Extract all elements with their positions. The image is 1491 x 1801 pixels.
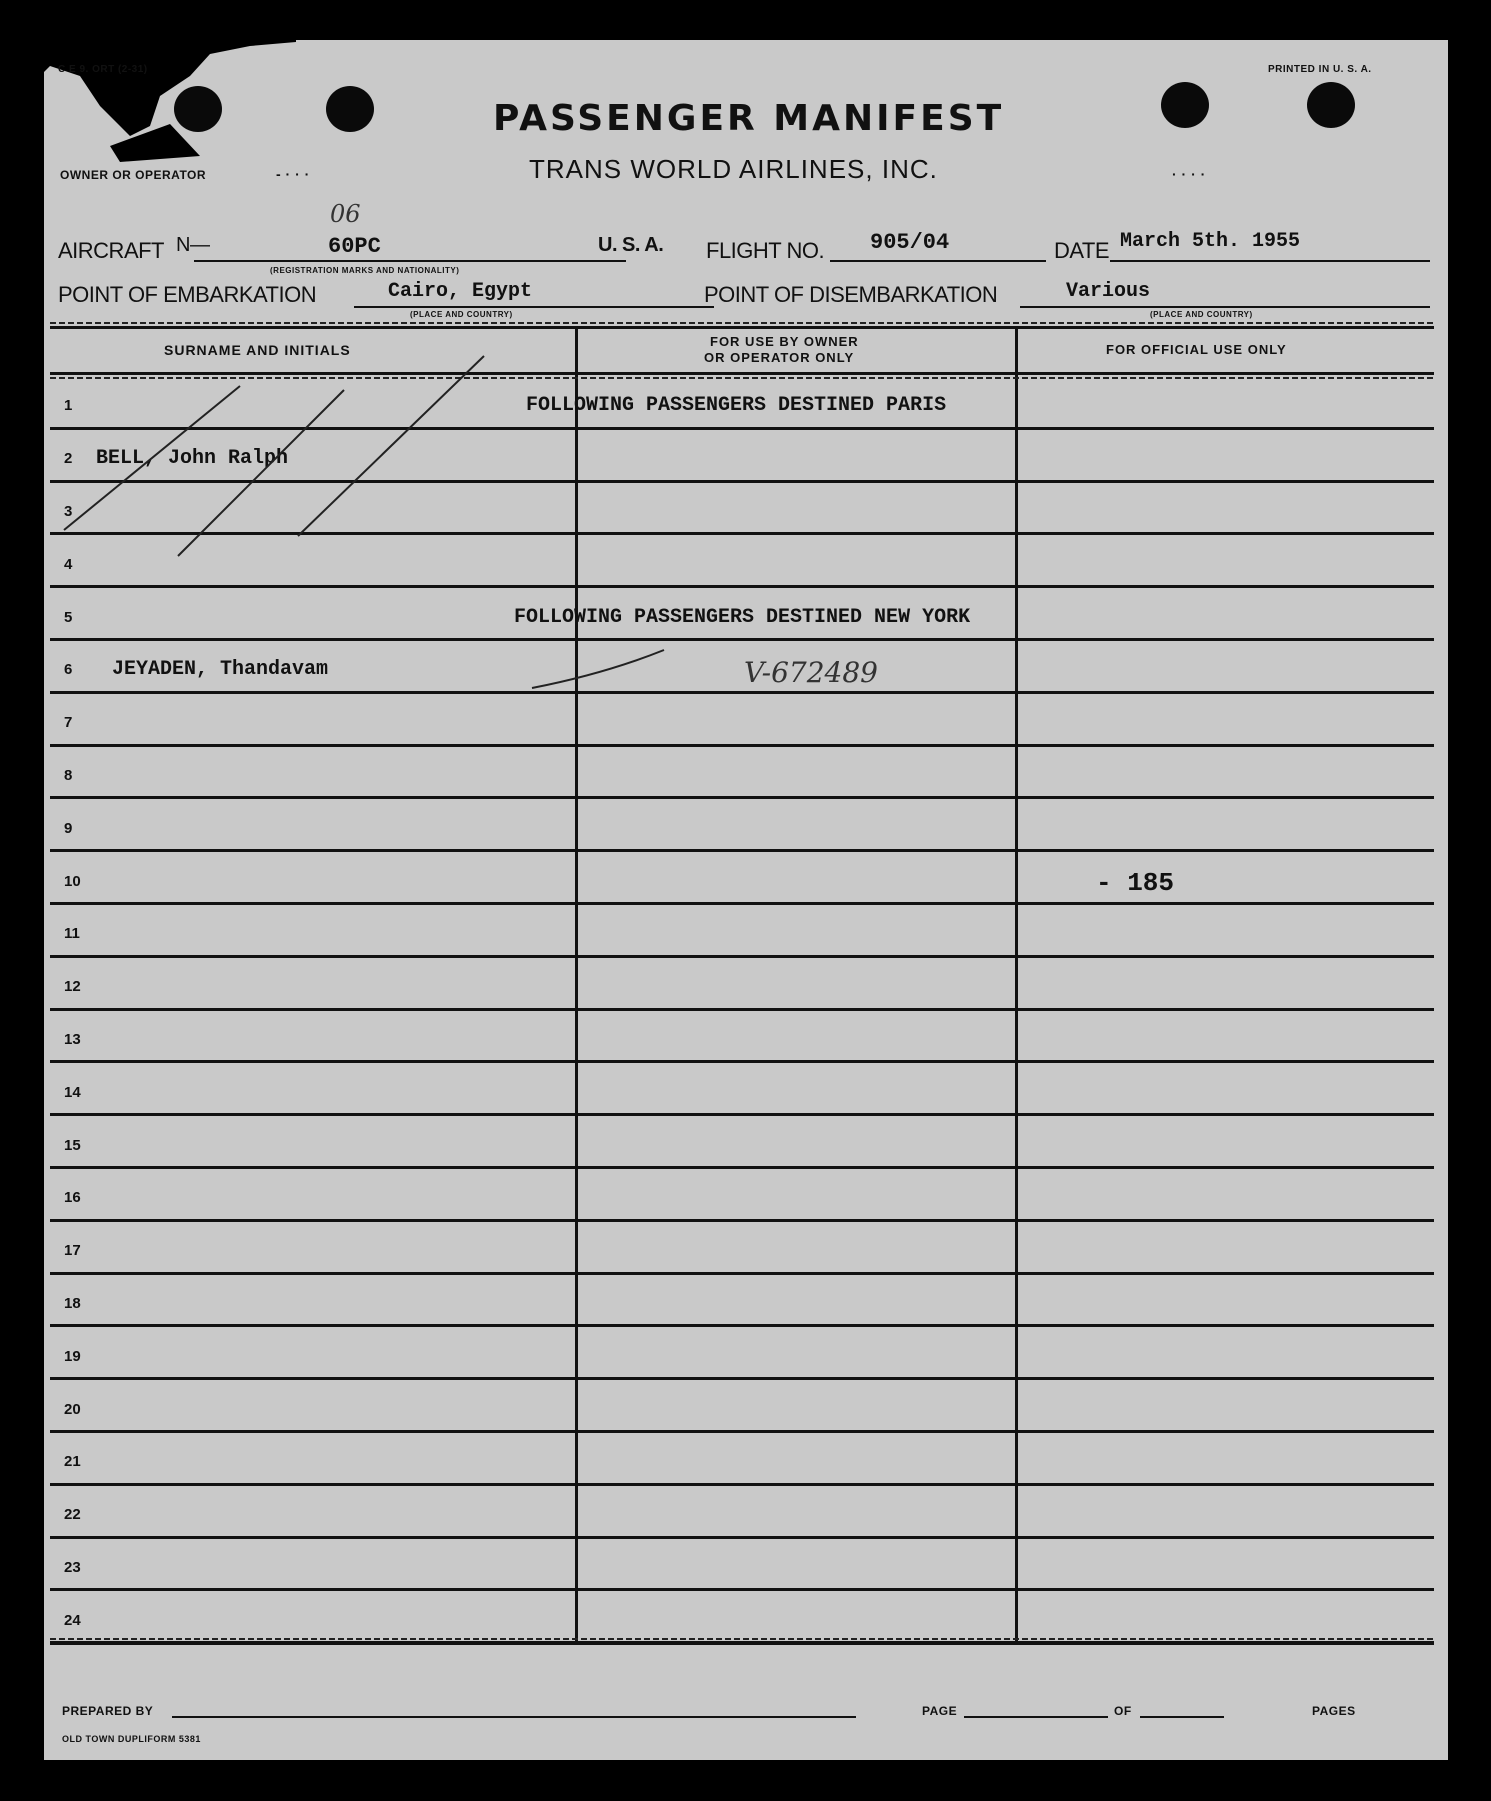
table-bottom-line (50, 1642, 1434, 1645)
row-number: 20 (64, 1400, 81, 1418)
disembarkation-caption: (PLACE AND COUNTRY) (1150, 310, 1253, 319)
flight-no-label: FLIGHT NO. (706, 238, 825, 263)
row-rule (50, 1166, 1434, 1169)
flight-no-value: 905/04 (870, 230, 950, 255)
table-row (44, 1278, 1448, 1331)
destination-heading: FOLLOWING PASSENGERS DESTINED PARIS (526, 394, 947, 418)
row-rule (50, 1324, 1434, 1327)
row-number: 12 (64, 978, 81, 996)
row-rule (50, 796, 1434, 799)
row-number: 24 (64, 1611, 81, 1629)
row-number: 11 (64, 925, 80, 943)
row-rule (50, 1536, 1434, 1539)
row-rule (50, 1483, 1434, 1486)
row-number: 14 (64, 1083, 81, 1101)
embarkation-value: Cairo, Egypt (388, 280, 533, 303)
row-number: 8 (64, 766, 73, 784)
row-number: 9 (64, 819, 73, 837)
table-row (44, 908, 1448, 961)
row-number: 18 (64, 1294, 81, 1312)
registration-caption: (REGISTRATION MARKS AND NATIONALITY) (270, 266, 460, 275)
row-number: 6 (64, 661, 73, 679)
form-number: C E 9. ORT (2-31) (58, 64, 148, 75)
table-row (44, 1066, 1448, 1119)
table-row (44, 855, 1448, 908)
row-number: 17 (64, 1242, 81, 1260)
owner-use-cell: V-672489 (744, 656, 878, 690)
date-label: DATE (1054, 238, 1110, 263)
row-number: 5 (64, 608, 73, 626)
row-number: 13 (64, 1030, 81, 1048)
row-rule (50, 1430, 1434, 1433)
disembarkation-value: Various (1066, 280, 1151, 303)
page-label: PAGE (922, 1704, 958, 1718)
row-rule (50, 1060, 1434, 1063)
airline-name: TRANS WORLD AIRLINES, INC. (529, 154, 938, 184)
row-rule (50, 955, 1434, 958)
row-number: 1 (64, 397, 73, 415)
row-rule (50, 744, 1434, 747)
row-number: 4 (64, 555, 73, 573)
table-row (44, 1225, 1448, 1278)
row-rule (50, 1272, 1434, 1275)
aircraft-handwritten: 06 (330, 200, 361, 228)
table-row (44, 1489, 1448, 1542)
row-rule (50, 902, 1434, 905)
row-number: 23 (64, 1558, 81, 1576)
owner-dots-right: · · · · (1172, 166, 1206, 182)
passenger-name: BELL, John Ralph (96, 447, 289, 471)
pen-strokes (44, 40, 1448, 740)
row-rule (50, 1588, 1434, 1591)
table-row (44, 1330, 1448, 1383)
embarkation-label: POINT OF EMBARKATION (58, 282, 317, 307)
row-number: 10 (64, 872, 81, 890)
aircraft-value: 60PC (328, 234, 381, 259)
official-use-cell: - 185 (1096, 867, 1175, 898)
row-rule (50, 1113, 1434, 1116)
table-row (44, 1014, 1448, 1067)
owner-use-header-line2: OR OPERATOR ONLY (704, 350, 855, 365)
page-line (964, 1716, 1108, 1718)
row-number: 19 (64, 1347, 81, 1365)
table-row (44, 1542, 1448, 1595)
owner-operator-label: OWNER OR OPERATOR (60, 168, 207, 182)
surname-column-header: SURNAME AND INITIALS (164, 342, 351, 358)
row-rule (50, 849, 1434, 852)
table-row (44, 802, 1448, 855)
owner-dots-left: - · · · (276, 166, 310, 182)
table-row (44, 1119, 1448, 1172)
row-number: 7 (64, 714, 73, 732)
table-row (44, 750, 1448, 803)
disembarkation-label: POINT OF DISEMBARKATION (704, 282, 998, 307)
date-value: March 5th. 1955 (1120, 230, 1301, 253)
row-rule (50, 1377, 1434, 1380)
usa-label: U. S. A. (598, 234, 664, 256)
dupliform-imprint: OLD TOWN DUPLIFORM 5381 (62, 1734, 201, 1744)
passenger-name: JEYADEN, Thandavam (112, 658, 329, 682)
row-number: 21 (64, 1453, 81, 1471)
table-row (44, 1383, 1448, 1436)
owner-use-header-line1: FOR USE BY OWNER (710, 334, 859, 349)
table-bottom-dash (50, 1638, 1434, 1640)
row-number: 22 (64, 1506, 81, 1524)
page-title: PASSENGER MANIFEST (493, 98, 1005, 139)
table-row (44, 1436, 1448, 1489)
row-rule (50, 1008, 1434, 1011)
row-number: 2 (64, 450, 73, 468)
aircraft-prefix: N— (176, 234, 210, 256)
destination-heading: FOLLOWING PASSENGERS DESTINED NEW YORK (514, 605, 971, 629)
table-row (44, 961, 1448, 1014)
manifest-sheet (44, 40, 1448, 1760)
printed-in-usa: PRINTED IN U. S. A. (1268, 64, 1372, 75)
row-number: 16 (64, 1189, 81, 1207)
row-rule (50, 1219, 1434, 1222)
prepared-by-line (172, 1716, 856, 1718)
embarkation-caption: (PLACE AND COUNTRY) (410, 310, 513, 319)
row-number: 15 (64, 1136, 81, 1154)
table-row (44, 1172, 1448, 1225)
row-number: 3 (64, 502, 73, 520)
official-column-header: FOR OFFICIAL USE ONLY (1106, 342, 1287, 357)
of-label: OF (1114, 1704, 1132, 1718)
prepared-by-label: PREPARED BY (62, 1704, 154, 1718)
pages-label: PAGES (1312, 1704, 1356, 1718)
aircraft-label: AIRCRAFT (58, 238, 164, 263)
of-line (1140, 1716, 1224, 1718)
